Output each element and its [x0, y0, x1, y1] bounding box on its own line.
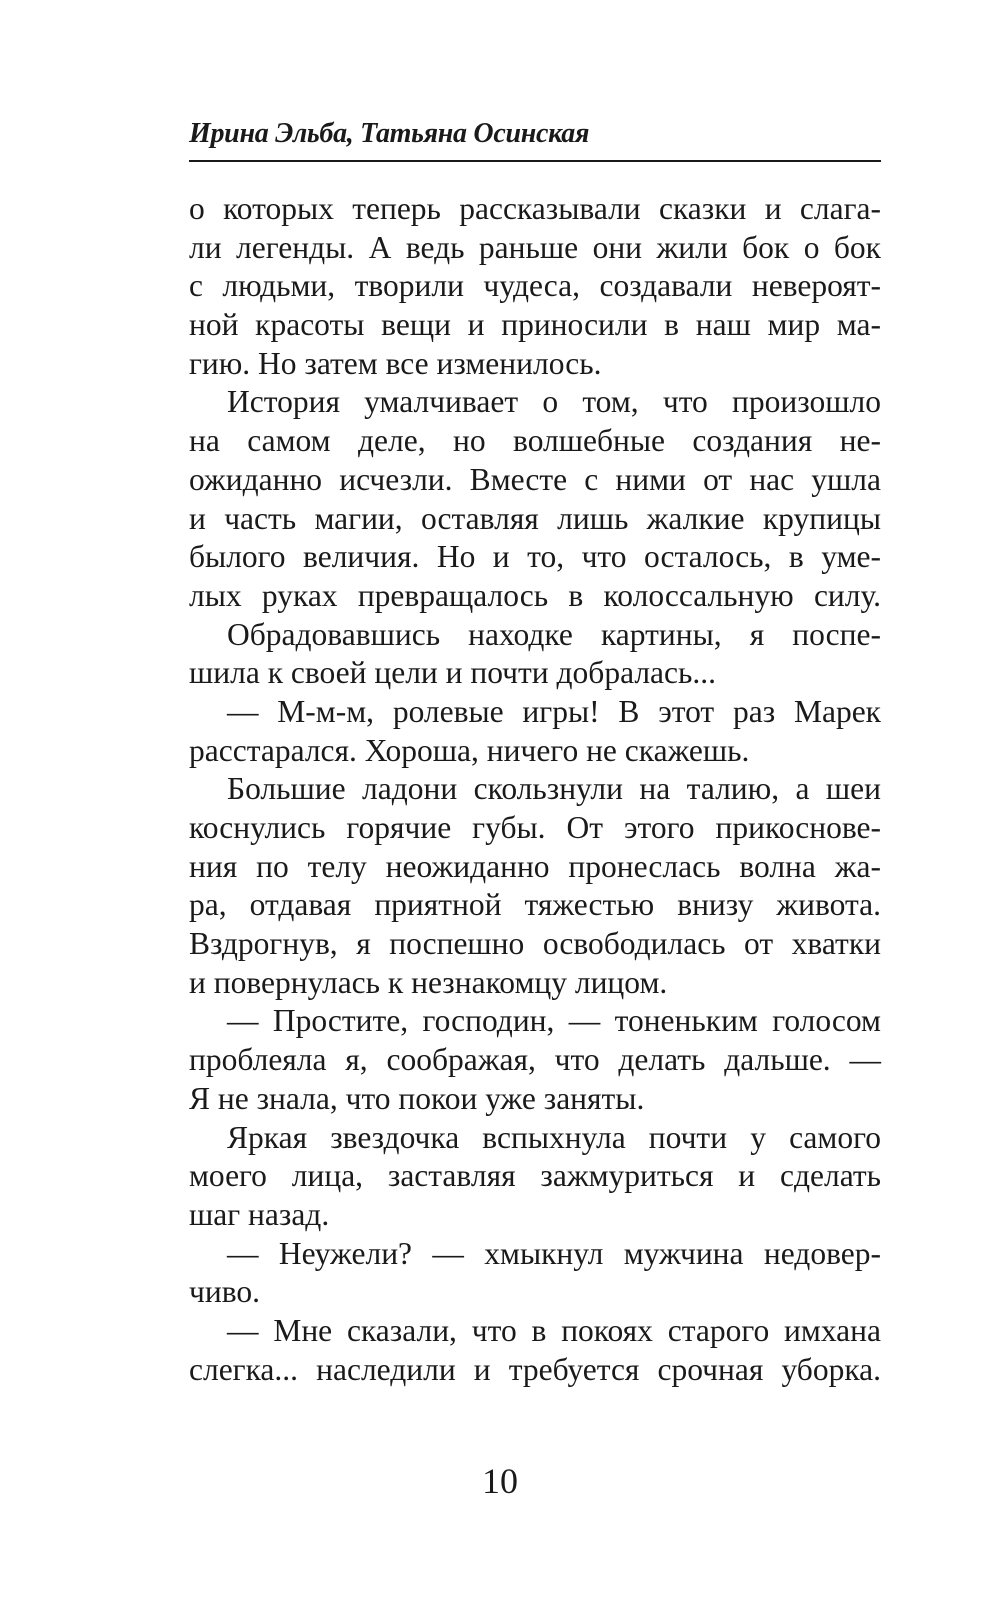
text-line: шаг назад. [189, 1196, 330, 1232]
text-line: — Неужели? — хмыкнул мужчина недовер- [227, 1235, 881, 1271]
text-line: лых руках превращалось в колоссальную силу. [189, 577, 881, 613]
text-line: моего лица, заставляя зажмуриться и сделать [189, 1158, 881, 1194]
running-head: Ирина Эльба, Татьяна Осинская [189, 118, 590, 149]
text-line: Я не знала, что покои уже заняты. [189, 1080, 645, 1116]
text-line: и часть магии, оставляя лишь жалкие крупицы [189, 500, 881, 536]
text-line: ной красоты вещи и приносили в наш мир ма- [189, 307, 881, 343]
text-line: былого величия. Но и то, что осталось, в уме- [189, 539, 881, 575]
text-line: ния по телу неожиданно пронеслась волна жа- [189, 848, 881, 884]
text-line: — М-м-м, ролевые игры! В этот раз Марек [227, 693, 881, 729]
text-line: ра, отдавая приятной тяжестью внизу живота. [189, 887, 881, 923]
text-line: — Простите, господин, — тоненьким голосом [227, 1003, 881, 1039]
text-line: чиво. [189, 1274, 260, 1310]
text-line: гию. Но затем все изменилось. [189, 345, 602, 381]
text-line: Яркая звездочка вспыхнула почти у самого [227, 1119, 881, 1155]
text-line: История умалчивает о том, что произошло [227, 384, 881, 420]
text-line: коснулись горячие губы. От этого прикоснове- [189, 810, 881, 845]
text-line: слегка... наследили и требуется срочная уборка. [189, 1351, 881, 1387]
text-line: ли легенды. А ведь раньше они жили бок о бок [189, 229, 881, 265]
text-line: шила к своей цели и почти добралась... [189, 655, 716, 691]
text-line: о которых теперь рассказывали сказки и слага- [189, 191, 881, 226]
text-line: расстарался. Хороша, ничего не скажешь. [189, 732, 750, 768]
text-line: ожиданно исчезли. Вместе с ними от нас ушла [189, 461, 881, 497]
text-line: проблеяла я, соображая, что делать дальше. — [189, 1042, 881, 1078]
header-rule [189, 160, 881, 162]
text-line: на самом деле, но волшебные создания не- [189, 423, 881, 459]
text-line: Большие ладони скользнули на талию, а шеи [227, 771, 881, 807]
text-line: с людьми, творили чудеса, создавали невероят- [189, 268, 881, 304]
body-text [189, 190, 881, 1389]
page-number: 10 [482, 1461, 518, 1501]
text-line: Обрадовавшись находке картины, я поспе- [227, 616, 881, 652]
text-line: — Мне сказали, что в покоях старого имхана [227, 1312, 881, 1348]
text-line: и повернулась к незнакомцу лицом. [189, 964, 668, 1000]
text-line: Вздрогнув, я поспешно освободилась от хватки [189, 926, 881, 962]
